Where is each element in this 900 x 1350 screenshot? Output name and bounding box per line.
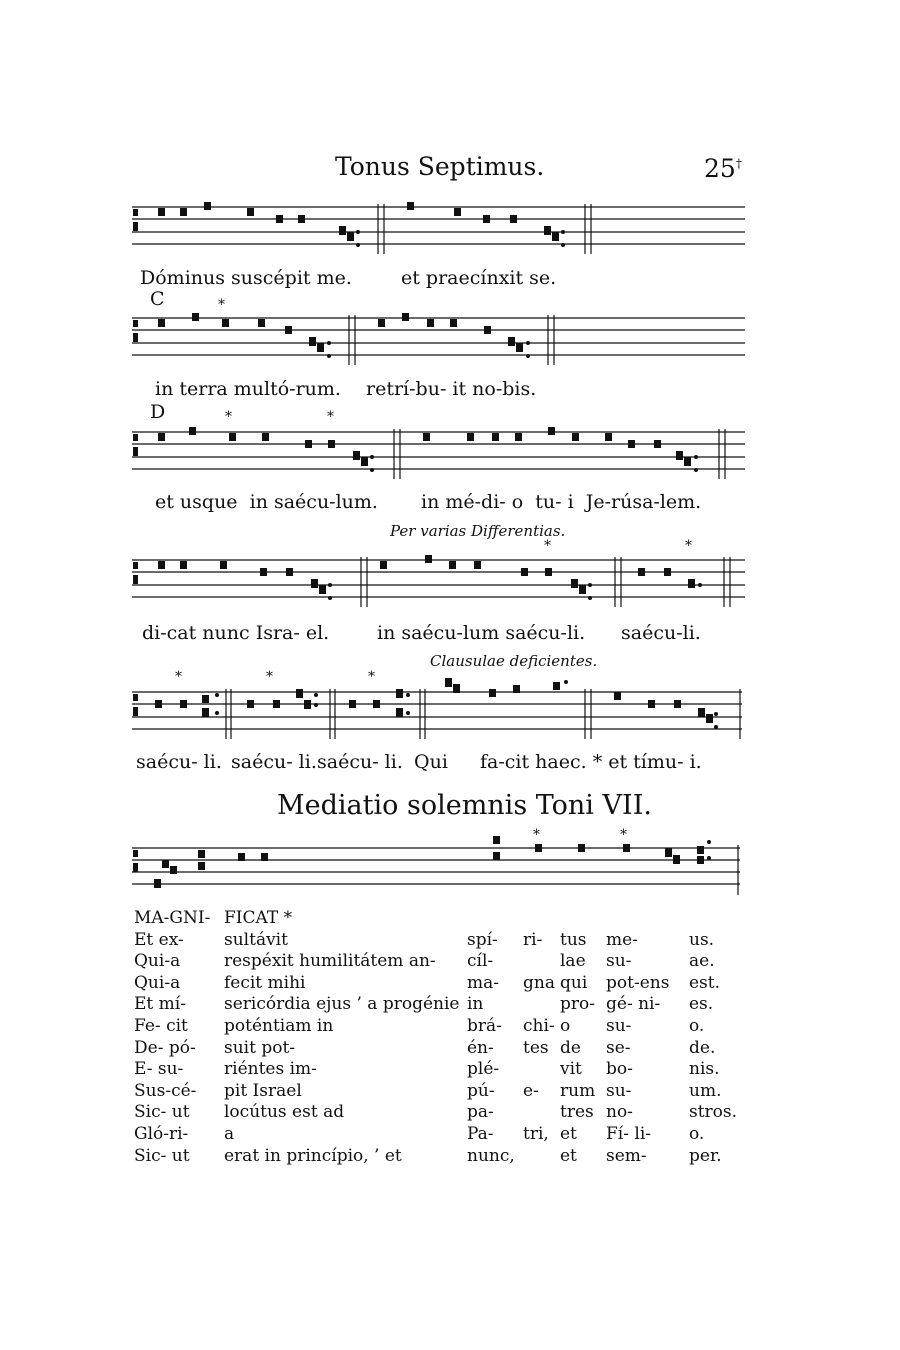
verse-col-3 <box>467 908 515 1167</box>
verse-cell <box>606 908 669 930</box>
verse-cell: Fí- li- <box>606 1123 651 1144</box>
verse-cell: sem- <box>606 1145 647 1166</box>
staff-line-group-1 <box>132 204 745 254</box>
verse-cell: no- <box>606 1102 633 1123</box>
lyric-text: et usque in saécu-lum. <box>155 491 378 513</box>
section-label-d: D <box>150 401 166 423</box>
verse-cell: locútus est ad <box>224 1102 345 1123</box>
verse-cell: chi- <box>523 1015 555 1036</box>
lyric-text: saécu- li. <box>317 751 403 773</box>
verse-cell: Qui-a <box>134 951 181 972</box>
verse-cell: lae <box>560 951 586 972</box>
verse-cell: pit Israel <box>224 1080 302 1101</box>
verse-cell: Gló-ri- <box>134 1123 189 1144</box>
verse-cell: MA-GNI- <box>134 908 211 928</box>
lyric-text: fa-cit haec. * et tímu- i. <box>480 751 702 773</box>
asterisk-mark: * <box>225 409 232 425</box>
verse-cell: nunc, <box>467 1145 515 1166</box>
lyric-text: in mé-di- o tu- i Je-rúsa-lem. <box>421 491 702 513</box>
lyric-text: retrí-bu- it no-bis. <box>366 378 537 400</box>
verse-cell: se- <box>606 1037 631 1058</box>
verse-cell: De- pó- <box>134 1037 196 1058</box>
verse-cell: rum <box>560 1080 596 1101</box>
verse-cell: qui <box>560 972 588 993</box>
verse-cell: Pa- <box>467 1123 494 1144</box>
verse-cell: pot-ens <box>606 972 670 993</box>
verse-cell: Sic- ut <box>134 1102 190 1123</box>
verse-cell: o. <box>689 1015 705 1036</box>
lyric-text: di-cat nunc Isra- el. <box>142 622 330 644</box>
page-number-value: 25 <box>704 154 736 183</box>
verse-cell: ma- <box>467 972 499 993</box>
lyric-text: et praecínxit se. <box>401 267 557 289</box>
staff-line-group-3 <box>132 429 745 479</box>
verse-cell: pro- <box>560 994 595 1015</box>
asterisk-mark: * <box>368 669 375 685</box>
rubric-clausulae: Clausulae deficientes. <box>430 652 598 670</box>
verse-cell: Sus-cé- <box>134 1080 197 1101</box>
verse-cell: FICAT * <box>224 908 293 928</box>
verse-cell <box>689 908 737 930</box>
verse-cell: Et mí- <box>134 994 186 1015</box>
staff-line-group-5 <box>132 689 742 739</box>
verse-cell: riéntes im- <box>224 1059 317 1080</box>
lyric-text: saécu- li. <box>136 751 222 773</box>
verse-cell: e- <box>523 1080 539 1101</box>
asterisk-mark: * <box>327 409 334 425</box>
verse-cell: et <box>560 1123 577 1144</box>
verse-cell: pú- <box>467 1080 495 1101</box>
verse-cell: tres <box>560 1102 594 1123</box>
rubric-per-varias: Per varias Differentias. <box>390 522 566 540</box>
verse-cell: tes <box>523 1037 549 1058</box>
lyric-text: Qui <box>414 751 448 773</box>
verse-cell <box>523 1059 555 1081</box>
verse-cell: es. <box>689 994 714 1015</box>
verse-cell: poténtiam in <box>224 1015 334 1036</box>
verse-cell: Fe- cit <box>134 1015 188 1036</box>
verse-cell: Qui-a <box>134 972 181 993</box>
verse-cell: én- <box>467 1037 494 1058</box>
verse-cell: ri- <box>523 929 543 950</box>
verse-cell: de <box>560 1037 581 1058</box>
verse-cell: brá- <box>467 1015 502 1036</box>
verse-cell: E- su- <box>134 1059 184 1080</box>
verse-cell: us. <box>689 929 715 950</box>
verse-cell <box>523 1146 555 1168</box>
asterisk-mark: * <box>218 297 225 313</box>
verse-cell: in <box>467 994 484 1015</box>
verse-cell: stros. <box>689 1102 738 1123</box>
verse-cell: su- <box>606 1080 632 1101</box>
verse-cell: bo- <box>606 1059 633 1080</box>
verse-cell: o <box>560 1015 571 1036</box>
verse-cell: vit <box>560 1059 582 1080</box>
verse-cell: per. <box>689 1145 722 1166</box>
verse-cell: sericórdia ejus ’ a progénie <box>224 994 460 1015</box>
section-label-c: C <box>150 288 165 310</box>
verse-cell <box>523 908 555 930</box>
asterisk-mark: * <box>544 538 551 554</box>
lyric-text: in terra multó-rum. <box>155 378 341 400</box>
verse-cell: su- <box>606 1015 632 1036</box>
verse-cell: a <box>224 1123 235 1144</box>
verse-cell: erat in princípio, ’ et <box>224 1145 402 1166</box>
verse-cell: um. <box>689 1080 722 1101</box>
verse-cell: spí- <box>467 929 498 950</box>
page-title: Tonus Septimus. <box>335 152 545 181</box>
verse-cell <box>523 951 555 973</box>
verse-cell: et <box>560 1145 577 1166</box>
asterisk-mark: * <box>266 669 273 685</box>
verse-cell: de. <box>689 1037 716 1058</box>
page-mark: † <box>735 156 742 171</box>
lyric-text: saécu-li. <box>621 622 701 644</box>
lyric-text: saécu- li. <box>231 751 317 773</box>
verse-col-6 <box>606 908 669 1167</box>
verse-col-4 <box>523 908 555 1167</box>
verse-cell: cíl- <box>467 951 494 972</box>
verse-cell <box>523 994 555 1016</box>
asterisk-mark: * <box>533 827 540 843</box>
verse-cell: gna <box>523 972 555 993</box>
verse-col-1 <box>134 908 210 1167</box>
verse-cell: plé- <box>467 1059 500 1080</box>
asterisk-mark: * <box>175 669 182 685</box>
asterisk-mark: * <box>685 538 692 554</box>
verse-cell: pa- <box>467 1102 494 1123</box>
verse-cell: o. <box>689 1123 705 1144</box>
verse-cell: me- <box>606 929 638 950</box>
verse-col-5 <box>560 908 595 1167</box>
lyric-text: Dóminus suscépit me. <box>140 267 352 289</box>
verse-cell <box>560 908 595 930</box>
verse-cell: respéxit humilitátem an- <box>224 951 436 972</box>
verse-cell: su- <box>606 951 632 972</box>
verse-cell: tus <box>560 929 587 950</box>
verse-cell: suit pot- <box>224 1037 296 1058</box>
verse-cell: sultávit <box>224 929 288 950</box>
verse-col-2 <box>224 908 459 1167</box>
verse-cell <box>523 1102 555 1124</box>
verse-cell: gé- ni- <box>606 994 661 1015</box>
verse-cell: ae. <box>689 951 715 972</box>
verse-cell: tri, <box>523 1123 549 1144</box>
verse-cell: Sic- ut <box>134 1145 190 1166</box>
staff-line-group-6 <box>132 845 740 895</box>
verse-cell <box>467 908 515 930</box>
verse-cell: est. <box>689 972 721 993</box>
lyric-text: in saécu-lum saécu-li. <box>377 622 586 644</box>
verse-cell: nis. <box>689 1059 720 1080</box>
section-heading: Mediatio solemnis Toni VII. <box>277 790 652 821</box>
verse-cell: Et ex- <box>134 929 184 950</box>
asterisk-mark: * <box>620 827 627 843</box>
verse-col-7 <box>689 908 737 1167</box>
verse-cell: fecit mihi <box>224 972 306 993</box>
